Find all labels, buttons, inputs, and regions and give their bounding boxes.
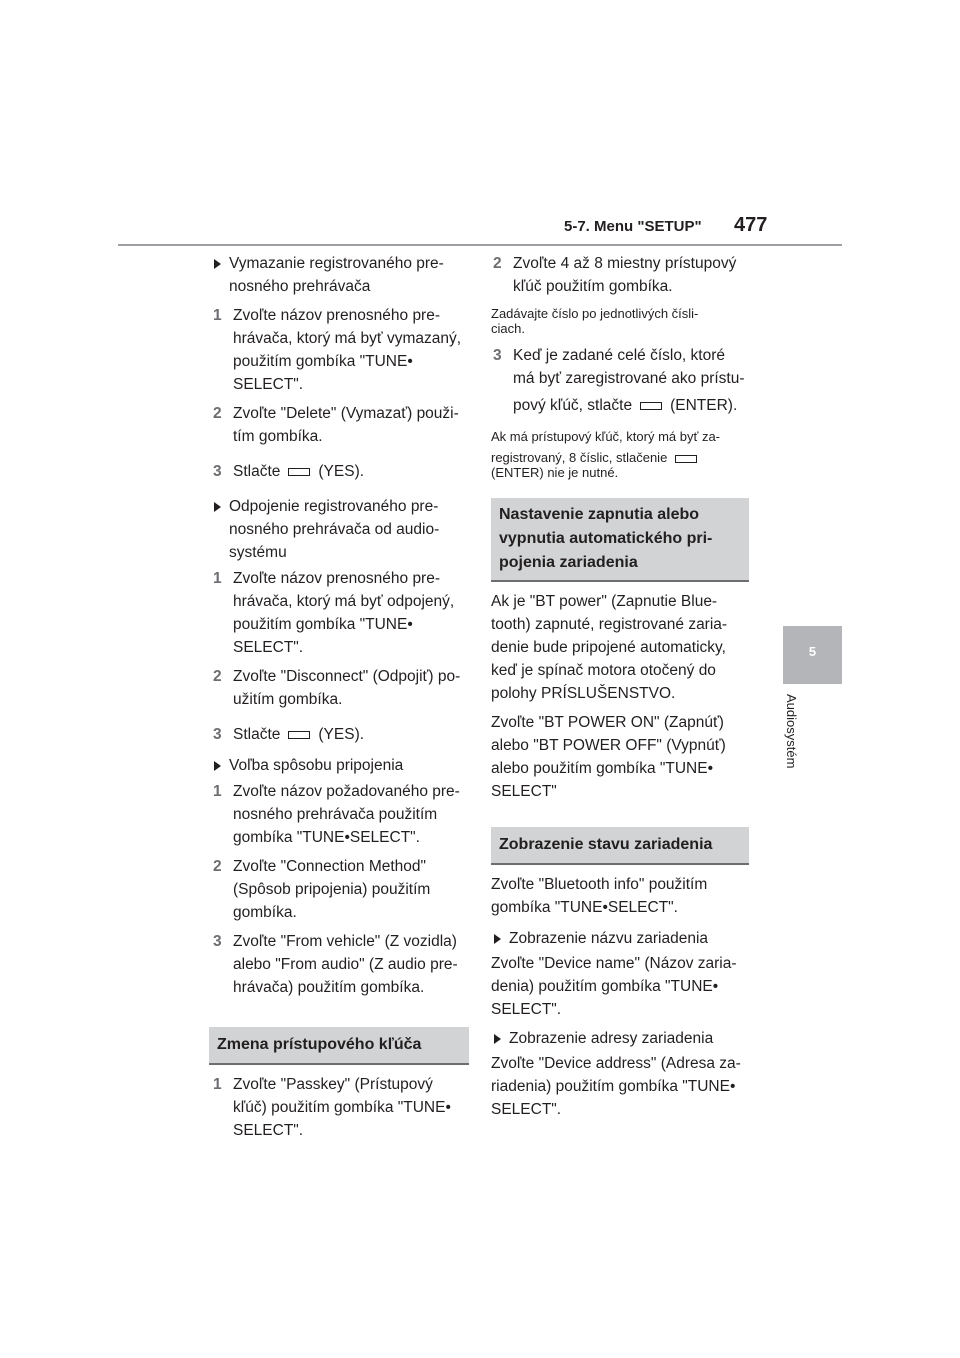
subheading-device-name: Zobrazenie názvu zariadenia xyxy=(491,927,753,950)
section-heading: Zmena prístupového kľúča xyxy=(209,1027,469,1065)
step-1: 1 Zvoľte názov požadovaného pre- nosného prehrávača použitím gombíka "TUNE•SELECT". xyxy=(213,783,460,846)
step-3: 3 Keď je zadané celé číslo, ktoré má byť zaregistrované ako prístu- pový kľúč, stlačte (ENTER). xyxy=(493,347,745,414)
note: registrovaný, 8 číslic, stlačenie (ENTER) nie je nutné. xyxy=(491,450,753,480)
paragraph: Zvoľte "Bluetooth info" použitím gombíka "TUNE•SELECT". xyxy=(491,876,708,916)
page-number: 477 xyxy=(734,214,768,236)
chapter-tab xyxy=(783,626,842,684)
section-title: 5-7. Menu "SETUP" xyxy=(564,218,702,235)
paragraph: Zvoľte "Device name" (Názov zaria- denia) použitím gombíka "TUNE• SELECT". xyxy=(491,955,737,1018)
right-column xyxy=(491,252,753,1121)
step-3: 3 Zvoľte "From vehicle" (Z vozidla) alebo "From audio" (Z audio pre- hrávača) použitím gombíka. xyxy=(213,933,458,996)
chapter-label: Audiosystém xyxy=(784,694,799,769)
left-column xyxy=(211,252,471,1142)
step-2: 2 Zvoľte 4 až 8 miestny prístupový kľúč použitím gombíka. xyxy=(493,255,737,295)
button-key-icon xyxy=(288,731,310,739)
step-3: 3 Stlačte (YES). xyxy=(213,463,365,480)
section-heading: Zobrazenie stavu zariadenia xyxy=(491,827,749,865)
note: Zadávajte číslo po jednotlivých čísli- ciach. xyxy=(491,306,699,336)
paragraph: Zvoľte "BT POWER ON" (Zapnúť) alebo "BT POWER OFF" (Vypnúť) alebo použitím gombíka "TUNE• SELECT" xyxy=(491,714,726,800)
step-2: 2 Zvoľte "Disconnect" (Odpojiť) po- užitím gombíka. xyxy=(213,668,461,708)
subheading-delete: Vymazanie registrovaného pre- nosného prehrávača xyxy=(211,252,471,298)
section-heading: Nastavenie zapnutia alebo vypnutia automatického pri- pojenia zariadenia xyxy=(491,498,749,582)
button-key-icon xyxy=(288,468,310,476)
note: Ak má prístupový kľúč, ktorý má byť za- xyxy=(491,429,721,444)
step-1: 1 Zvoľte názov prenosného pre- hrávača, ktorý má byť odpojený, použitím gombíka "TUNE• SELECT". xyxy=(213,570,455,656)
paragraph: Zvoľte "Device address" (Adresa za- riadenia) použitím gombíka "TUNE• SELECT". xyxy=(491,1055,741,1118)
step-2: 2 Zvoľte "Delete" (Vymazať) použi- tím gombíka. xyxy=(213,405,459,445)
step-3: 3 Stlačte (YES). xyxy=(213,726,365,743)
subheading-connection: Voľba spôsobu pripojenia xyxy=(211,754,471,777)
subheading-disconnect: Odpojenie registrovaného pre- nosného prehrávača od audio- systému xyxy=(211,495,471,564)
button-key-icon xyxy=(675,455,697,463)
paragraph: Ak je "BT power" (Zapnutie Blue- tooth) zapnuté, registrované zaria- denie bude pripojené automaticky, keď je spínač motora otočený do polohy PRÍSLUŠENSTVO. xyxy=(491,593,728,702)
button-key-icon xyxy=(640,402,662,410)
step-2: 2 Zvoľte "Connection Method" (Spôsob pripojenia) použitím gombíka. xyxy=(213,858,431,921)
step-1: 1 Zvoľte názov prenosného pre- hrávača, ktorý má byť vymazaný, použitím gombíka "TUNE• SELECT". xyxy=(213,307,462,393)
step-1: 1 Zvoľte "Passkey" (Prístupový kľúč) použitím gombíka "TUNE• SELECT". xyxy=(213,1076,451,1139)
chapter-label-box xyxy=(784,694,806,794)
header-rule xyxy=(118,244,842,246)
chapter-number: 5 xyxy=(808,644,817,659)
subheading-device-address: Zobrazenie adresy zariadenia xyxy=(491,1027,753,1050)
